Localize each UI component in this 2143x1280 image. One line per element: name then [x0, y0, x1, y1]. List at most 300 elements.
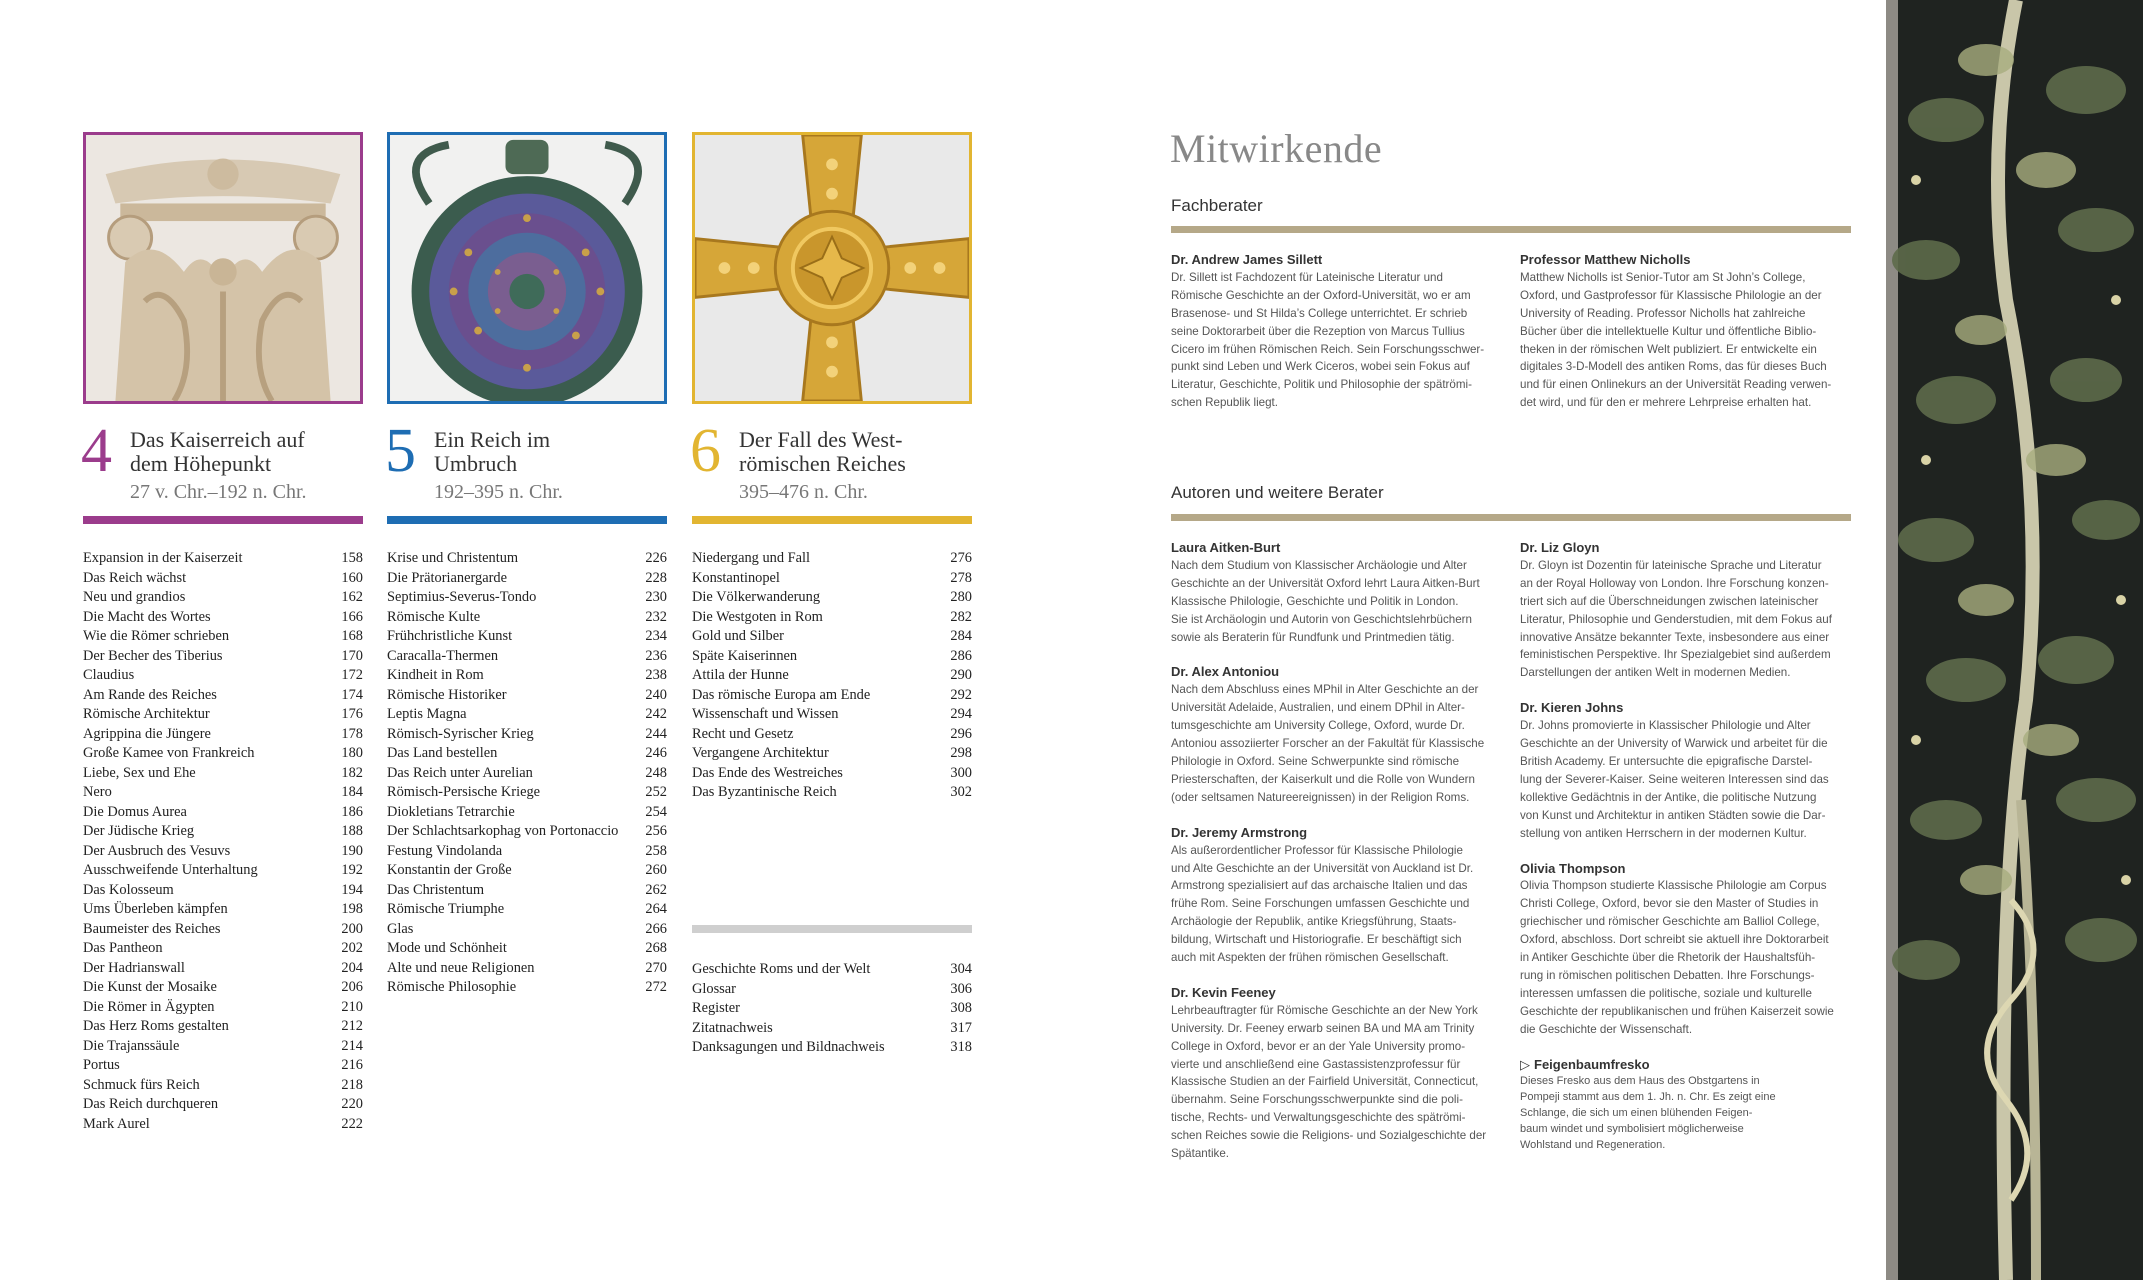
- toc-entry-page: 188: [341, 823, 363, 839]
- contributor-bio-line: Dr. Johns promovierte in Klassischer Philologie und Alter: [1520, 719, 1811, 733]
- toc-entry-page: 290: [950, 667, 972, 683]
- toc-entry: [692, 744, 972, 764]
- contributor-bio-line: rung in römischen politischen Debatten. Ihre Forschungs-: [1520, 968, 1815, 982]
- toc-entry-title: Wissenschaft und Wissen: [692, 706, 839, 722]
- contributor-bio-line: Oxford, abschloss. Dort schreibt sie aktuell ihre Doktorarbeit: [1520, 933, 1829, 947]
- toc-entry: [387, 705, 667, 725]
- toc-entry: [83, 569, 363, 589]
- appendix-toc: [692, 960, 972, 1058]
- toc-entry-title: Expansion in der Kaiserzeit: [83, 550, 243, 566]
- fresco-caption-line: Wohlstand und Regeneration.: [1520, 1139, 1666, 1152]
- toc-entry-title: Caracalla-Thermen: [387, 647, 499, 664]
- toc-entry-page: 228: [645, 569, 667, 586]
- toc-entry: [692, 725, 972, 745]
- contributor-bio-line: (oder seltsamen Natureereignissen) in der Religion Roms.: [1171, 790, 1470, 804]
- contributor-bio-line: seine Doktorarbeit über die Rezeption von Marcus Tullius: [1171, 324, 1465, 338]
- fachberater-right-column: [1520, 251, 1850, 429]
- toc-entry-page: 220: [341, 1096, 363, 1112]
- toc-entry-title: Die Kunst der Mosaike: [83, 979, 217, 995]
- toc-entry: [83, 764, 363, 784]
- contributor-bio-line: Nach dem Abschluss eines MPhil in Alter Geschichte an der: [1171, 683, 1479, 697]
- toc-entry-page: 194: [341, 881, 363, 898]
- chapter-4-dates: 27 v. Chr.–192 n. Chr.: [130, 481, 307, 503]
- toc-entry-title: Römische Architektur: [83, 706, 210, 722]
- fresco-caption-line: Pompeji stammt aus dem 1. Jh. n. Chr. Es zeigt eine: [1520, 1091, 1776, 1104]
- contributor-entry: [1171, 539, 1501, 646]
- contributor-name: Dr. Kieren Johns: [1520, 700, 1624, 716]
- contributor-bio-line: Dr. Gloyn ist Dozentin für lateinische Sprache und Literatur: [1520, 558, 1822, 572]
- toc-entry-title: Das Ende des Westreiches: [692, 764, 843, 781]
- toc-entry: [83, 1056, 363, 1076]
- toc-entry-page: 176: [341, 706, 363, 722]
- chapter-5-title-text: Ein Reich im Umbruch: [434, 427, 551, 476]
- toc-entry-title: Geschichte Roms und der Welt: [692, 961, 871, 977]
- toc-entry-page: 184: [341, 784, 363, 800]
- toc-entry-title: Das Herz Roms gestalten: [83, 1018, 229, 1034]
- toc-entry-page: 230: [645, 589, 667, 605]
- toc-entry-page: 160: [341, 569, 363, 586]
- toc-entry: [83, 1095, 363, 1115]
- contributor-bio-line: Literatur, Philosophie und Genderstudien, mit dem Fokus auf: [1520, 612, 1832, 626]
- contributor-bio-line: kollektive Gedächtnis in der Antike, die politische Nutzung: [1520, 790, 1817, 804]
- contributor-bio-line: Sie ist Archäologin und Autorin von Geschichtslehrbüchern: [1171, 612, 1472, 626]
- contributor-entry: [1171, 663, 1501, 806]
- toc-entry-title: Die Westgoten in Rom: [692, 608, 823, 625]
- contributor-bio-line: Antoniou assoziierter Forscher an der Fakultät für Klassische: [1171, 737, 1485, 751]
- toc-entry: [83, 783, 363, 803]
- toc-entry-page: 278: [950, 569, 972, 586]
- toc-entry-page: 214: [341, 1037, 363, 1054]
- contributor-bio-line: feministischen Perspektive. Ihr Spezialgebiet sind außerdem: [1520, 648, 1831, 662]
- contributor-name: Dr. Andrew James Sillett: [1171, 252, 1323, 267]
- contributor-name: Professor Matthew Nicholls: [1520, 252, 1691, 267]
- toc-entry-title: Die Prätorianergarde: [387, 569, 508, 586]
- toc-entry-page: 254: [645, 803, 667, 820]
- toc-entry-title: Register: [692, 1000, 740, 1016]
- toc-entry-title: Das Reich durchqueren: [83, 1096, 219, 1112]
- toc-entry-page: 260: [645, 862, 667, 878]
- contributor-bio-line: Matthew Nicholls ist Senior-Tutor am St John’s College,: [1520, 270, 1806, 284]
- toc-entry: [692, 980, 972, 1000]
- contributor-bio-line: Nach dem Studium von Klassischer Archäologie und Alter: [1171, 558, 1467, 572]
- chapter-5-toc: [387, 549, 667, 998]
- chapter-6-title-line2: römischen Reiches: [739, 451, 906, 476]
- toc-entry: [83, 803, 363, 823]
- contributor-entry: [1171, 984, 1501, 1163]
- contributor-bio-line: die Geschichte der Wissenschaft.: [1520, 1022, 1693, 1036]
- toc-entry-title: Konstantin der Große: [387, 862, 512, 878]
- toc-entry: [83, 959, 363, 979]
- contributor-bio-line: Geschichte an der Universität Oxford lehrt Laura Aitken-Burt: [1171, 576, 1480, 590]
- toc-entry-title: Zitatnachweis: [692, 1019, 773, 1036]
- toc-entry: [692, 764, 972, 784]
- toc-entry-title: Der Becher des Tiberius: [83, 647, 223, 664]
- toc-entry-title: Nero: [83, 784, 112, 800]
- toc-entry-title: Leptis Magna: [387, 706, 467, 722]
- contributor-bio-line: det wird, und für den er mehrere Lehrpreise erhalten hat.: [1520, 396, 1812, 410]
- contributor-bio-line: digitales 3-D-Modell des antiken Roms, das für dieses Buch: [1520, 360, 1827, 374]
- toc-entry-page: 202: [341, 940, 363, 956]
- contributor-bio-line: bildung, Wirtschaft und Historiografie. Er beschäftigt sich: [1171, 933, 1462, 947]
- toc-entry-page: 272: [645, 979, 667, 995]
- toc-entry: [387, 764, 667, 784]
- toc-entry-page: 248: [645, 764, 667, 781]
- toc-entry: [83, 900, 363, 920]
- fresco-caption-line: baum windet und symbolisiert möglicherweise: [1520, 1123, 1744, 1136]
- toc-entry-page: 236: [645, 647, 667, 664]
- toc-entry-title: Alte und neue Religionen: [387, 959, 535, 976]
- toc-entry-page: 256: [645, 823, 667, 839]
- toc-entry-page: 192: [341, 862, 363, 878]
- toc-entry-page: 162: [341, 589, 363, 605]
- toc-entry-page: 158: [341, 550, 363, 566]
- toc-entry-title: Konstantinopel: [692, 569, 780, 586]
- contributor-entry: [1171, 251, 1501, 412]
- contributor-bio-line: an der Royal Holloway von London. Ihre Forschung konzen-: [1520, 576, 1829, 590]
- toc-entry: [692, 647, 972, 667]
- toc-entry-page: 262: [645, 881, 667, 898]
- contributor-bio-line: schen Republik liegt.: [1171, 396, 1278, 410]
- contributor-entry: [1171, 824, 1501, 967]
- toc-entry-page: 282: [950, 608, 972, 625]
- contributor-bio-line: Christi College, Oxford, bevor sie den Master of Studies in: [1520, 897, 1819, 911]
- toc-entry-title: Große Kamee von Frankreich: [83, 745, 255, 761]
- contributor-bio-line: Lehrbeauftragter für Römische Geschichte an der New York: [1171, 1003, 1478, 1017]
- toc-entry-title: Die Trajanssäule: [83, 1037, 180, 1054]
- chapter-6-number: 6: [690, 417, 721, 485]
- contributor-bio-line: Geschichte der republikanischen und frühen Kaiserzeit sowie: [1520, 1004, 1834, 1018]
- toc-entry: [692, 588, 972, 608]
- toc-entry-title: Schmuck fürs Reich: [83, 1076, 200, 1093]
- toc-entry-title: Krise und Christentum: [387, 550, 519, 566]
- toc-entry: [387, 881, 667, 901]
- section-autoren-heading: Autoren und weitere Berater: [1171, 483, 1384, 502]
- contributor-bio-line: innovative Ansätze bekannter Texte, insbesondere aus einer: [1520, 630, 1830, 644]
- contributor-name: Dr. Kevin Feeney: [1171, 984, 1276, 1000]
- toc-entry: [387, 939, 667, 959]
- contributor-bio-line: Römische Geschichte an der Oxford-Universität, wo er am: [1171, 288, 1471, 302]
- toc-entry-page: 298: [950, 745, 972, 761]
- toc-entry-title: Glossar: [692, 980, 736, 997]
- chapter-6-toc: [692, 549, 972, 803]
- toc-entry-title: Das Kolosseum: [83, 881, 174, 898]
- contributor-bio-line: Priesterschaften, der Kaiserkult und die Rolle von Wundern: [1171, 772, 1475, 786]
- contributor-bio-line: frühe Rom. Seine Forschungen umfassen Geschichte und: [1171, 897, 1470, 911]
- toc-entry-page: 232: [645, 608, 667, 625]
- toc-entry-title: Gold und Silber: [692, 628, 784, 644]
- toc-entry-title: Römisch-Syrischer Krieg: [387, 725, 534, 742]
- contributor-bio-line: Geschichte an der University of Warwick und arbeitet für die: [1520, 737, 1828, 751]
- toc-entry: [83, 588, 363, 608]
- toc-entry-page: 284: [950, 628, 972, 644]
- toc-entry: [83, 881, 363, 901]
- toc-entry-page: 318: [950, 1039, 972, 1055]
- toc-entry: [692, 666, 972, 686]
- toc-entry-title: Recht und Gesetz: [692, 725, 794, 742]
- contributor-bio-line: Philologie in Oxford. Seine Schwerpunkte sind römische: [1171, 754, 1460, 768]
- toc-entry-page: 226: [645, 550, 667, 566]
- toc-entry-title: Römische Historiker: [387, 686, 507, 703]
- fresco-caption: [1520, 1056, 1850, 1154]
- toc-entry: [83, 1115, 363, 1135]
- toc-entry: [83, 1076, 363, 1096]
- autoren-left-column: [1171, 539, 1501, 1180]
- toc-entry: [692, 960, 972, 980]
- toc-entry-title: Das Pantheon: [83, 940, 163, 956]
- toc-entry-page: 292: [950, 686, 972, 703]
- toc-entry: [83, 822, 363, 842]
- chapter-4-title-text: Das Kaiserreich auf dem Höhepunkt: [130, 427, 305, 476]
- toc-entry: [692, 627, 972, 647]
- contributor-bio-line: theken in der römischen Welt publiziert. Er entwickelte ein: [1520, 342, 1817, 356]
- contributor-bio-line: Olivia Thompson studierte Klassische Philologie am Corpus: [1520, 879, 1827, 893]
- contributor-bio-line: Spätantike.: [1171, 1147, 1230, 1161]
- contributor-bio-line: Oxford, und Gastprofessor für Klassische Philologie an der: [1520, 288, 1822, 302]
- toc-entry-page: 266: [645, 920, 667, 937]
- chapter-6-image: [692, 132, 972, 404]
- toc-entry-page: 302: [950, 784, 972, 800]
- chapter-5-title: [434, 428, 574, 476]
- toc-entry-title: Die Völkerwanderung: [692, 589, 821, 605]
- toc-entry: [83, 608, 363, 628]
- toc-entry-page: 178: [341, 725, 363, 742]
- toc-entry-title: Agrippina die Jüngere: [83, 725, 211, 742]
- toc-entry-title: Die Römer in Ägypten: [83, 998, 215, 1015]
- toc-entry-title: Die Domus Aurea: [83, 803, 187, 820]
- section-autoren-rule: [1171, 514, 1851, 521]
- toc-entry-title: Attila der Hunne: [692, 667, 789, 683]
- toc-entry-title: Kindheit in Rom: [387, 667, 484, 683]
- toc-entry-page: 268: [645, 940, 667, 956]
- contributor-bio-line: stellung von antiken Herrschern in der modernen Kultur.: [1520, 826, 1807, 840]
- toc-entry-title: Festung Vindolanda: [387, 842, 503, 859]
- toc-entry-title: Römische Triumphe: [387, 901, 505, 917]
- toc-entry-page: 170: [341, 647, 363, 664]
- chapter-4-number: 4: [81, 417, 112, 485]
- toc-entry-title: Septimius-Severus-Tondo: [387, 589, 537, 605]
- chapter-5-color-bar: [387, 516, 667, 524]
- contributor-bio-line: vierte und anschließend eine Gastassistenzprofessur für: [1171, 1057, 1461, 1071]
- toc-entry: [692, 569, 972, 589]
- toc-entry-page: 206: [341, 979, 363, 995]
- toc-entry: [692, 686, 972, 706]
- toc-entry: [387, 666, 667, 686]
- toc-entry-title: Der Jüdische Krieg: [83, 823, 195, 839]
- toc-entry: [387, 549, 667, 569]
- toc-entry-title: Neu und grandios: [83, 589, 186, 605]
- toc-entry-title: Glas: [387, 920, 414, 937]
- toc-entry: [692, 549, 972, 569]
- toc-entry-title: Wie die Römer schrieben: [83, 628, 230, 644]
- contributor-bio-line: übernahm. Seine Forschungsschwerpunkte sind die poli-: [1171, 1093, 1463, 1107]
- contributor-name: Laura Aitken-Burt: [1171, 540, 1281, 555]
- chapter-6-title: [739, 428, 969, 476]
- contributor-bio-line: und für einen Onlinekurs an der Universität Reading verwen-: [1520, 378, 1832, 392]
- contributor-bio-line: auch mit Aspekten der frühen römischen Gesellschaft.: [1171, 951, 1449, 965]
- toc-entry-page: 270: [645, 959, 667, 976]
- toc-entry: [387, 920, 667, 940]
- contributor-bio-line: University of Reading. Professor Nicholls hat zahlreiche: [1520, 306, 1806, 320]
- fresco-caption-line: Schlange, die sich um einen blühenden Feigen-: [1520, 1107, 1753, 1120]
- toc-entry: [83, 686, 363, 706]
- toc-entry: [387, 608, 667, 628]
- contributor-bio-line: tische, Rechts- und Verwaltungsgeschichte des spätrömi-: [1171, 1111, 1466, 1125]
- contributor-bio-line: Archäologie der Republik, antike Kriegsführung, Staats-: [1171, 915, 1457, 929]
- contributor-bio-line: College in Oxford, bevor er an der Yale University promo-: [1171, 1039, 1466, 1053]
- autoren-right-column: [1520, 539, 1850, 1153]
- toc-entry-title: Claudius: [83, 667, 135, 683]
- contributor-bio-line: tumsgeschichte am University College, Oxford, wurde Dr.: [1171, 719, 1465, 733]
- contributor-name: Dr. Alex Antoniou: [1171, 664, 1280, 680]
- toc-entry-page: 317: [950, 1019, 972, 1036]
- contributor-bio-line: sowie als Beraterin für Rundfunk und Printmedien tätig.: [1171, 630, 1455, 644]
- contributor-bio-line: University. Dr. Feeney erwarb seinen BA und MA am Trinity: [1171, 1021, 1475, 1035]
- toc-entry: [387, 803, 667, 823]
- toc-entry-title: Der Schlachtsarkophag von Portonaccio: [387, 823, 619, 839]
- toc-entry-title: Mode und Schönheit: [387, 940, 507, 956]
- contributor-bio-line: Brasenose- und St Hilda’s College unterrichtet. Er schrieb: [1171, 306, 1468, 320]
- toc-entry-title: Am Rande des Reiches: [83, 686, 217, 703]
- toc-entry-page: 218: [341, 1076, 363, 1093]
- toc-entry-title: Ums Überleben kämpfen: [83, 901, 228, 917]
- contributor-bio-line: Literatur, Geschichte, Politik und Philosophie der spätrömi-: [1171, 378, 1472, 392]
- toc-entry-page: 280: [950, 589, 972, 605]
- toc-entry-page: 252: [645, 784, 667, 800]
- toc-entry: [83, 998, 363, 1018]
- toc-entry-title: Frühchristliche Kunst: [387, 628, 513, 644]
- contributor-bio-line: griechischer und römischer Geschichte am Balliol College,: [1520, 915, 1820, 929]
- toc-entry-page: 258: [645, 842, 667, 859]
- toc-entry-page: 198: [341, 901, 363, 917]
- toc-entry: [387, 842, 667, 862]
- chapter-5-image: [387, 132, 667, 404]
- toc-entry: [83, 861, 363, 881]
- contributor-bio-line: Klassische Studien an der Fairfield Universität, Connecticut,: [1171, 1075, 1479, 1089]
- toc-entry-title: Portus: [83, 1057, 120, 1073]
- toc-entry: [83, 666, 363, 686]
- contributors-title: Mitwirkende: [1170, 126, 1383, 171]
- toc-entry-page: 166: [341, 608, 363, 625]
- toc-entry: [387, 569, 667, 589]
- triangle-right-icon: ▷: [1520, 1056, 1530, 1072]
- toc-entry: [387, 900, 667, 920]
- gold-cross-brooch-icon: [695, 135, 969, 401]
- contributor-bio-line: punkt sind Leben und Werk Ciceros, wobei sein Fokus auf: [1171, 360, 1470, 374]
- corinthian-capital-icon: [86, 135, 360, 401]
- section-fachberater-rule: [1171, 226, 1851, 233]
- contributor-name: Dr. Liz Gloyn: [1520, 540, 1600, 555]
- toc-entry-page: 222: [341, 1115, 363, 1132]
- contributor-entry: [1520, 251, 1850, 412]
- toc-entry-title: Danksagungen und Bildnachweis: [692, 1039, 885, 1055]
- contributor-name: Dr. Jeremy Armstrong: [1171, 824, 1308, 840]
- toc-entry-page: 182: [341, 764, 363, 781]
- toc-entry: [83, 725, 363, 745]
- contributor-bio-line: Dr. Sillett ist Fachdozent für Lateinische Literatur und: [1171, 270, 1443, 284]
- toc-entry-page: 308: [950, 1000, 972, 1016]
- fresco-caption-title-text: Feigenbaumfresko: [1534, 1056, 1650, 1072]
- toc-entry-page: 210: [341, 998, 363, 1015]
- toc-entry-page: 204: [341, 959, 363, 976]
- toc-entry-page: 212: [341, 1018, 363, 1034]
- toc-entry-page: 172: [341, 667, 363, 683]
- fresco-caption-line: Dieses Fresko aus dem Haus des Obstgartens in: [1520, 1075, 1760, 1088]
- toc-entry-page: 186: [341, 803, 363, 820]
- chapter-4-color-bar: [83, 516, 363, 524]
- toc-entry: [83, 627, 363, 647]
- toc-entry: [83, 744, 363, 764]
- contributor-bio-line: in Antiker Geschichte über die Rhetorik der Haushaltsfüh-: [1520, 951, 1816, 965]
- toc-entry-page: 216: [341, 1057, 363, 1073]
- toc-entry-page: 242: [645, 706, 667, 722]
- chapter-6-dates: 395–476 n. Chr.: [739, 481, 868, 503]
- contributor-bio-line: British Academy. Er untersuchte die epigrafische Darstel-: [1520, 754, 1813, 768]
- toc-entry-title: Mark Aurel: [83, 1115, 150, 1132]
- toc-entry-title: Die Macht des Wortes: [83, 608, 211, 625]
- toc-entry-title: Das Land bestellen: [387, 745, 498, 761]
- contributor-entry: [1520, 539, 1850, 682]
- chapter-5-number: 5: [385, 417, 416, 485]
- toc-entry-page: 180: [341, 745, 363, 761]
- toc-entry: [387, 686, 667, 706]
- toc-entry-title: Römische Philosophie: [387, 979, 517, 995]
- toc-entry-title: Römisch-Persische Kriege: [387, 784, 541, 800]
- toc-entry: [83, 1037, 363, 1057]
- toc-entry: [387, 744, 667, 764]
- contributor-entry: [1520, 860, 1850, 1039]
- toc-entry-page: 300: [950, 764, 972, 781]
- toc-entry-title: Ausschweifende Unterhaltung: [83, 862, 258, 878]
- toc-entry-page: 238: [645, 667, 667, 683]
- section-fachberater-heading: Fachberater: [1171, 196, 1263, 215]
- toc-entry-page: 276: [950, 550, 972, 566]
- toc-entry-page: 264: [645, 901, 667, 917]
- toc-entry-title: Das Reich unter Aurelian: [387, 764, 533, 781]
- toc-entry-title: Späte Kaiserinnen: [692, 647, 798, 664]
- toc-entry-title: Der Ausbruch des Vesuvs: [83, 842, 231, 859]
- chapter-4-image: [83, 132, 363, 404]
- contributor-bio-line: Universität Adelaide, Australien, und einem DPhil in Alter-: [1171, 701, 1465, 715]
- contributor-bio-line: und Alte Geschichte an der Universität von Auckland ist Dr.: [1171, 861, 1474, 875]
- pilgrim-flask-icon: [390, 135, 664, 401]
- toc-entry-title: Das Byzantinische Reich: [692, 784, 837, 800]
- chapter-6-color-bar: [692, 516, 972, 524]
- contributor-bio-line: Darstellungen der antiken Welt in modernen Medien.: [1520, 666, 1791, 680]
- toc-entry-title: Diokletians Tetrarchie: [387, 803, 515, 820]
- toc-entry: [692, 705, 972, 725]
- toc-entry-page: 304: [950, 961, 972, 977]
- toc-entry-page: 306: [950, 980, 972, 997]
- contributor-bio-line: interessen umfassen die politische, soziale und kulturelle: [1520, 986, 1812, 1000]
- chapter-6-title-line1: Der Fall des West-: [739, 427, 903, 452]
- toc-entry: [83, 939, 363, 959]
- toc-entry: [83, 647, 363, 667]
- toc-entry: [387, 959, 667, 979]
- toc-entry-page: 294: [950, 706, 972, 722]
- toc-entry-title: Der Hadrianswall: [83, 959, 185, 976]
- fresco-caption-title: [1520, 1056, 1850, 1074]
- toc-entry-title: Das Reich wächst: [83, 569, 187, 586]
- chapter-4-title: [130, 428, 340, 476]
- toc-entry-page: 246: [645, 745, 667, 761]
- toc-entry: [692, 1038, 972, 1058]
- contributor-bio-line: Als außerordentlicher Professor für Klassische Philologie: [1171, 843, 1463, 857]
- toc-entry: [83, 842, 363, 862]
- toc-entry-page: 234: [645, 628, 667, 644]
- toc-entry-page: 174: [341, 686, 363, 703]
- toc-entry-page: 168: [341, 628, 363, 644]
- toc-entry-title: Das Christentum: [387, 881, 485, 898]
